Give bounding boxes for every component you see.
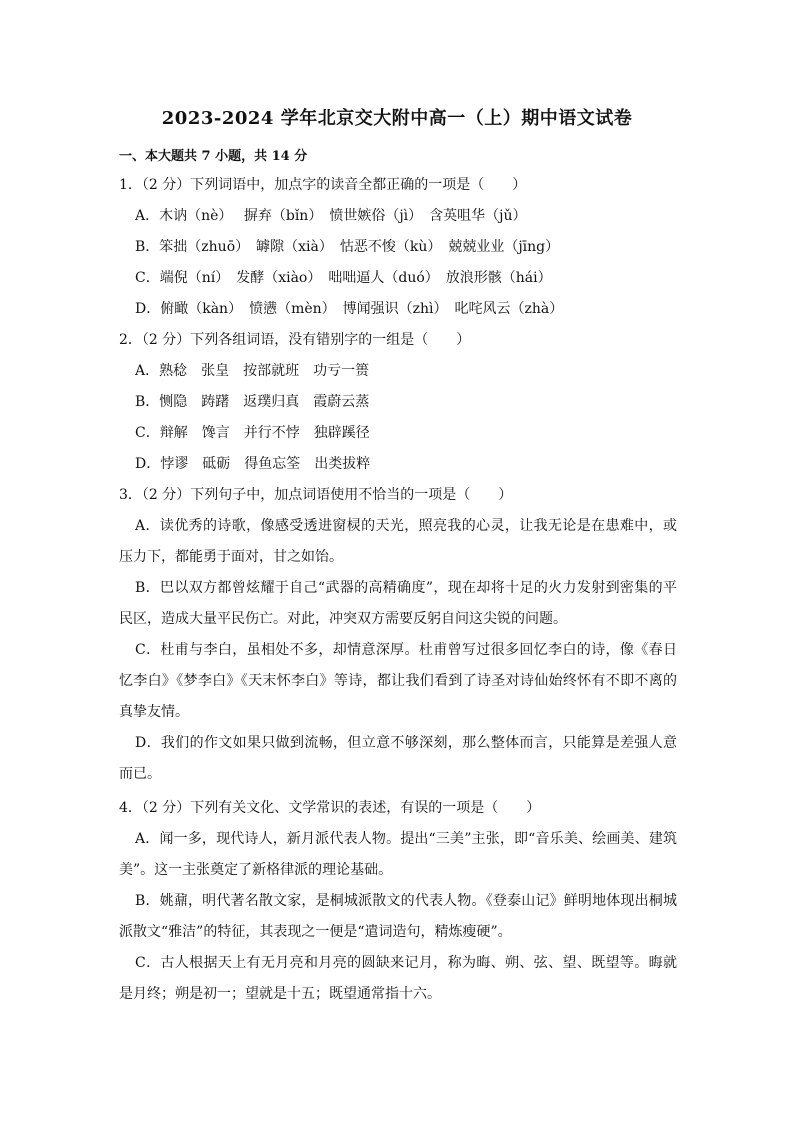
question-2-option-c: C．辩解 馋言 并行不悖 独辟蹊径 bbox=[135, 425, 370, 441]
question-3-stem: 3．（2 分）下列句子中，加点词语使用不恰当的一项是（ ） bbox=[119, 487, 513, 503]
question-1-option-d: D．俯瞰（kàn） 愤懑（mèn） 博闻强识（zhì） 叱咤风云（zhà） bbox=[135, 301, 564, 317]
question-1-option-c: C．端倪（ní） 发酵（xiào） 咄咄逼人（duó） 放浪形骸（hái） bbox=[135, 270, 552, 286]
question-2-stem: 2．（2 分）下列各组词语，没有错别字的一组是（ ） bbox=[119, 332, 471, 348]
question-1-option-b: B．笨拙（zhuō） 罅隙（xià） 怙恶不悛（kù） 兢兢业业（jīng） bbox=[135, 239, 560, 255]
document-title: 2023-2024 学年北京交大附中高一（上）期中语文试卷 bbox=[161, 108, 633, 129]
question-4-option-a: A．闻一多，现代诗人，新月派代表人物。提出“三美”主张，即“音乐美、绘画美、建筑美”。这一主张奠定了新格律派的理论基础。 bbox=[119, 831, 677, 878]
question-2-option-d: D．悖谬 砥砺 得鱼忘筌 出类拔粹 bbox=[135, 456, 371, 472]
question-4-stem: 4．（2 分）下列有关文化、文学常识的表述，有误的一项是（ ） bbox=[119, 800, 541, 816]
section-heading: 一、本大题共 7 小题，共 14 分 bbox=[119, 149, 308, 164]
question-1-stem: 1．（2 分）下列词语中，加点字的读音全都正确的一项是（ ） bbox=[119, 177, 527, 193]
question-4-option-b: B．姚鼐，明代著名散文家，是桐城派散文的代表人物。《登泰山记》鲜明地体现出桐城派散文“雅洁”的特征，其表现之一便是“遣词造句，精炼瘦硬”。 bbox=[119, 893, 677, 940]
question-1-option-a: A．木讷（nè） 摒弃（bǐn） 愤世嫉俗（jì） 含英咀华（jǔ） bbox=[135, 208, 527, 224]
question-3-option-d: D．我们的作文如果只做到流畅，但立意不够深刻，那么整体而言，只能算是差强人意而已。 bbox=[119, 735, 677, 782]
question-2-option-b: B．恻隐 踌躇 返璞归真 霞蔚云蒸 bbox=[135, 394, 370, 410]
question-4-option-c: C．古人根据天上有无月亮和月亮的圆缺来记月，称为晦、朔、弦、望、既望等。晦就是月终；朔是初一；望就是十五；既望通常指十六。 bbox=[119, 955, 677, 1002]
question-2-option-a: A．熟稔 张皇 按部就班 功亏一篑 bbox=[135, 363, 370, 379]
question-3-option-c: C．杜甫与李白，虽相处不多，却情意深厚。杜甫曾写过很多回忆李白的诗，像《春日忆李白》《梦李白》《天末怀李白》等诗，都让我们看到了诗圣对诗仙始终怀有不即不离的真挚友情。 bbox=[119, 642, 677, 720]
question-3-option-b: B．巴以双方都曾炫耀于自己“武器的高精确度”，现在却将十足的火力发射到密集的平民区，造成大量平民伤亡。对此，冲突双方需要反躬自问这尖锐的问题。 bbox=[119, 580, 677, 627]
question-3-option-a: A．读优秀的诗歌，像感受透进窗棂的天光，照亮我的心灵，让我无论是在患难中，或压力下，都能勇于面对，甘之如饴。 bbox=[119, 518, 677, 565]
